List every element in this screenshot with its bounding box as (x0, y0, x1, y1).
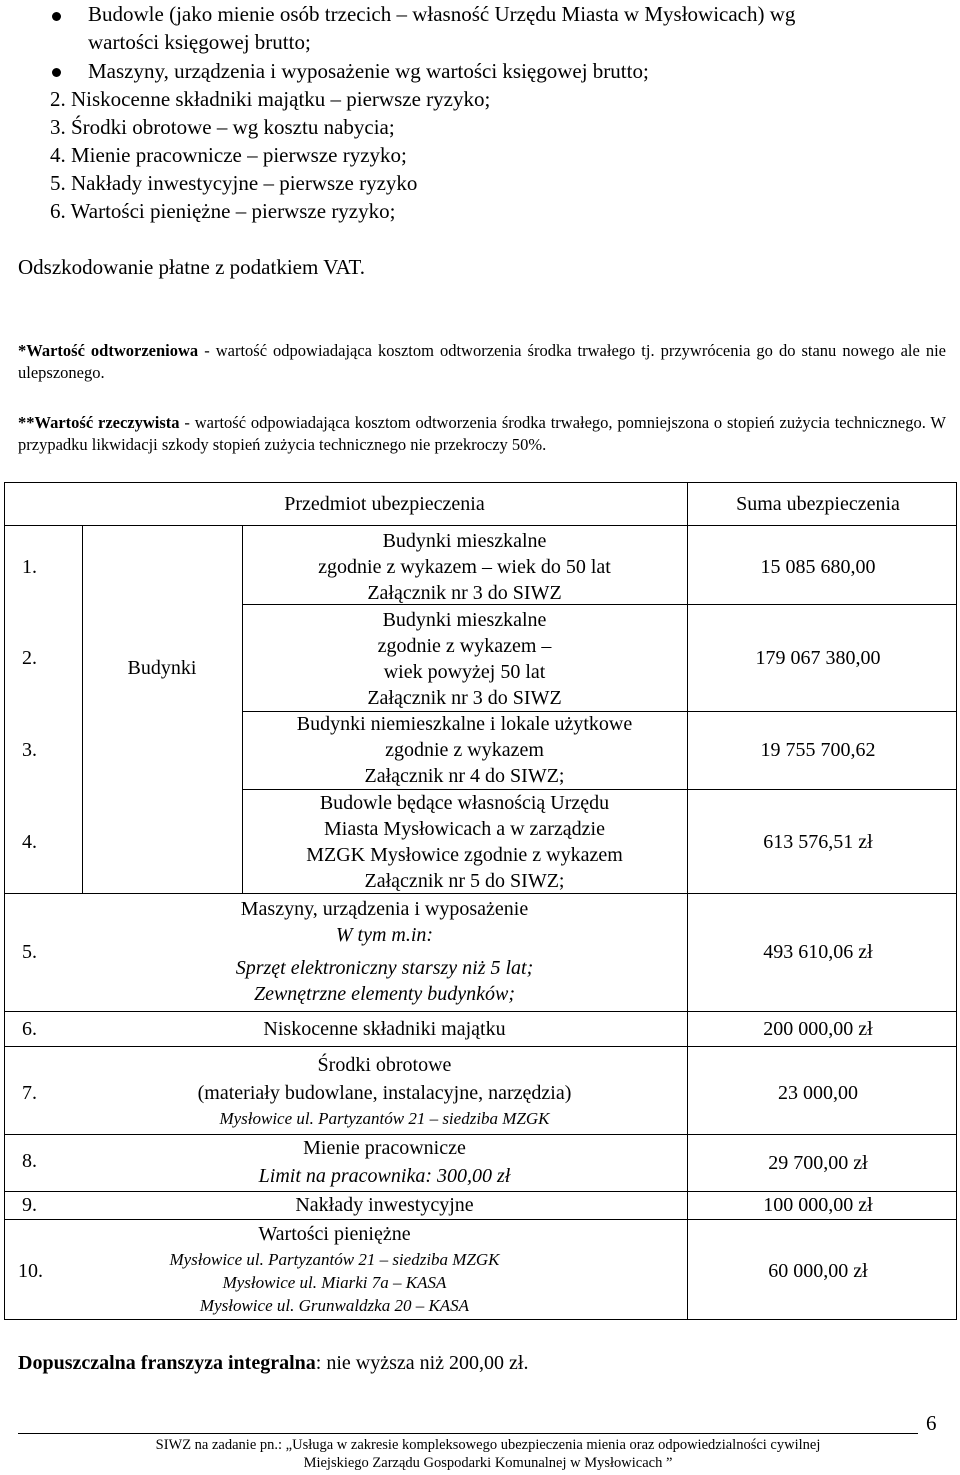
row-subject-line: Miasta Mysłowicach a w zarządzie (324, 818, 605, 840)
header-sum: Suma ubezpieczenia (736, 493, 900, 515)
row-subject-line: Zewnętrzne elementy budynków; (253, 983, 516, 1005)
row-subject-line: Mysłowice ul. Partyzantów 21 – siedziba MZGK (219, 1109, 550, 1128)
list-item-5: 5. Nakłady inwestycyjne – pierwsze ryzyko (50, 171, 418, 195)
row-sum: 29 700,00 zł (768, 1152, 868, 1174)
row-number: 10. (18, 1260, 43, 1282)
row-sum: 493 610,06 zł (763, 941, 873, 963)
row-subject-line: Maszyny, urządzenia i wyposażenie (240, 898, 529, 920)
list-item-buildings-line2: wartości księgowej brutto; (88, 30, 311, 54)
row-sum: 613 576,51 zł (763, 831, 873, 853)
row-number: 2. (22, 647, 37, 669)
row-number: 8. (22, 1150, 37, 1172)
definition-term: *Wartość odtworzeniowa (18, 341, 199, 360)
row-subject-line: Niskocenne składniki majątku (263, 1018, 506, 1040)
row-sum: 200 000,00 zł (763, 1018, 873, 1040)
row-sum: 19 755 700,62 (760, 739, 876, 761)
table-border (687, 482, 688, 1320)
row-subject-line: zgodnie z wykazem (385, 739, 544, 761)
row-subject-line: wiek powyżej 50 lat (383, 661, 546, 683)
franchise-note (18, 1350, 528, 1376)
row-number: 6. (22, 1018, 37, 1040)
list-item-3: 3. Środki obrotowe – wg kosztu nabycia; (50, 115, 395, 139)
definition-text: - wartość odpowiadająca kosztom odtworzenia środka trwałego tj. przywrócenia go do stanu nowego ale nie ulepszonego. (18, 341, 946, 382)
row-subject-line: W tym m.in: (335, 924, 434, 946)
row-subject-line: Mysłowice ul. Grunwaldzka 20 – KASA (199, 1296, 470, 1315)
table-border (82, 525, 83, 894)
row-subject-line: Załącznik nr 3 do SIWZ (367, 687, 562, 709)
list-item-machines: Maszyny, urządzenia i wyposażenie wg wartości księgowej brutto; (88, 59, 649, 83)
footer-line1: SIWZ na zadanie pn.: „Usługa w zakresie kompleksowego ubezpieczenia mienia oraz odpowiedzialności cywilnej (155, 1437, 821, 1453)
row-subject-line: Budowle będące własnością Urzędu (319, 792, 610, 814)
table-border (4, 1011, 957, 1012)
table-border (4, 1319, 957, 1320)
row-sum: 100 000,00 zł (763, 1194, 873, 1216)
bullet-icon (52, 68, 61, 77)
row-sum: 179 067 380,00 (755, 647, 881, 669)
footer-line2: Miejskiego Zarządu Gospodarki Komunalnej w Mysłowicach ” (303, 1455, 673, 1471)
header-subject: Przedmiot ubezpieczenia (284, 493, 485, 515)
row-number: 9. (22, 1194, 37, 1216)
list-item-buildings-line1: Budowle (jako mienie osób trzecich – własność Urzędu Miasta w Mysłowicach) wg (88, 2, 796, 26)
list-item-2: 2. Niskocenne składniki majątku – pierwsze ryzyko; (50, 87, 491, 111)
group-label-buildings: Budynki (127, 657, 197, 679)
definition-actual-value (18, 412, 946, 456)
row-subject-line: Załącznik nr 4 do SIWZ; (364, 765, 565, 787)
page-number: 6 (926, 1411, 937, 1435)
table-border (956, 482, 957, 1320)
footer-divider (18, 1433, 918, 1434)
row-subject-line: zgodnie z wykazem – (377, 635, 552, 657)
row-sum: 23 000,00 (778, 1082, 858, 1104)
list-item-6: 6. Wartości pieniężne – pierwsze ryzyko; (50, 199, 396, 223)
row-subject-line: Budynki mieszkalne (382, 530, 547, 552)
vat-note: Odszkodowanie płatne z podatkiem VAT. (18, 255, 366, 279)
row-subject-line: Środki obrotowe (317, 1054, 452, 1076)
bullet-icon (52, 12, 61, 21)
row-number: 1. (22, 556, 37, 578)
row-subject-line: Mysłowice ul. Partyzantów 21 – siedziba MZGK (169, 1250, 500, 1269)
table-border (4, 1219, 957, 1220)
row-subject-line: Limit na pracownika: 300,00 zł (258, 1165, 511, 1187)
row-subject-line: Wartości pieniężne (258, 1223, 411, 1245)
row-number: 3. (22, 739, 37, 761)
row-subject-line: Mysłowice ul. Miarki 7a – KASA (222, 1273, 447, 1292)
table-border (4, 482, 957, 483)
table-border (4, 482, 5, 1320)
row-subject-line: Mienie pracownicze (303, 1137, 466, 1159)
definition-term: **Wartość rzeczywista (18, 413, 180, 432)
row-subject-line: Załącznik nr 3 do SIWZ (367, 582, 562, 604)
row-subject-line: Budynki mieszkalne (382, 609, 547, 631)
franchise-value: : nie wyższa niż 200,00 zł. (315, 1352, 529, 1374)
row-number: 5. (22, 941, 37, 963)
row-subject-line: Załącznik nr 5 do SIWZ; (364, 870, 565, 892)
row-subject-line: zgodnie z wykazem – wiek do 50 lat (318, 556, 611, 578)
row-number: 7. (22, 1082, 37, 1104)
row-sum: 60 000,00 zł (768, 1260, 868, 1282)
definition-text: - wartość odpowiadająca kosztom odtworzenia środka trwałego, pomniejszona o stopień zużycia technicznego. W przypadku likwidacji szkody stopień zużycia technicznego nie przekroczy 50%. (18, 413, 947, 454)
franchise-label: Dopuszczalna franszyza integralna (18, 1352, 316, 1374)
row-subject-line: (materiały budowlane, instalacyjne, narzędzia) (197, 1082, 572, 1104)
row-subject-line: Nakłady inwestycyjne (295, 1194, 474, 1216)
definition-replacement-value (18, 340, 946, 384)
table-border (4, 1046, 957, 1047)
row-sum: 15 085 680,00 (760, 556, 876, 578)
row-number: 4. (22, 831, 37, 853)
row-subject-line: Sprzęt elektroniczny starszy niż 5 lat; (235, 957, 534, 979)
row-subject-line: MZGK Mysłowice zgodnie z wykazem (306, 844, 623, 866)
list-item-4: 4. Mienie pracownicze – pierwsze ryzyko; (50, 143, 407, 167)
row-subject-line: Budynki niemieszkalne i lokale użytkowe (296, 713, 633, 735)
table-border (4, 525, 957, 526)
